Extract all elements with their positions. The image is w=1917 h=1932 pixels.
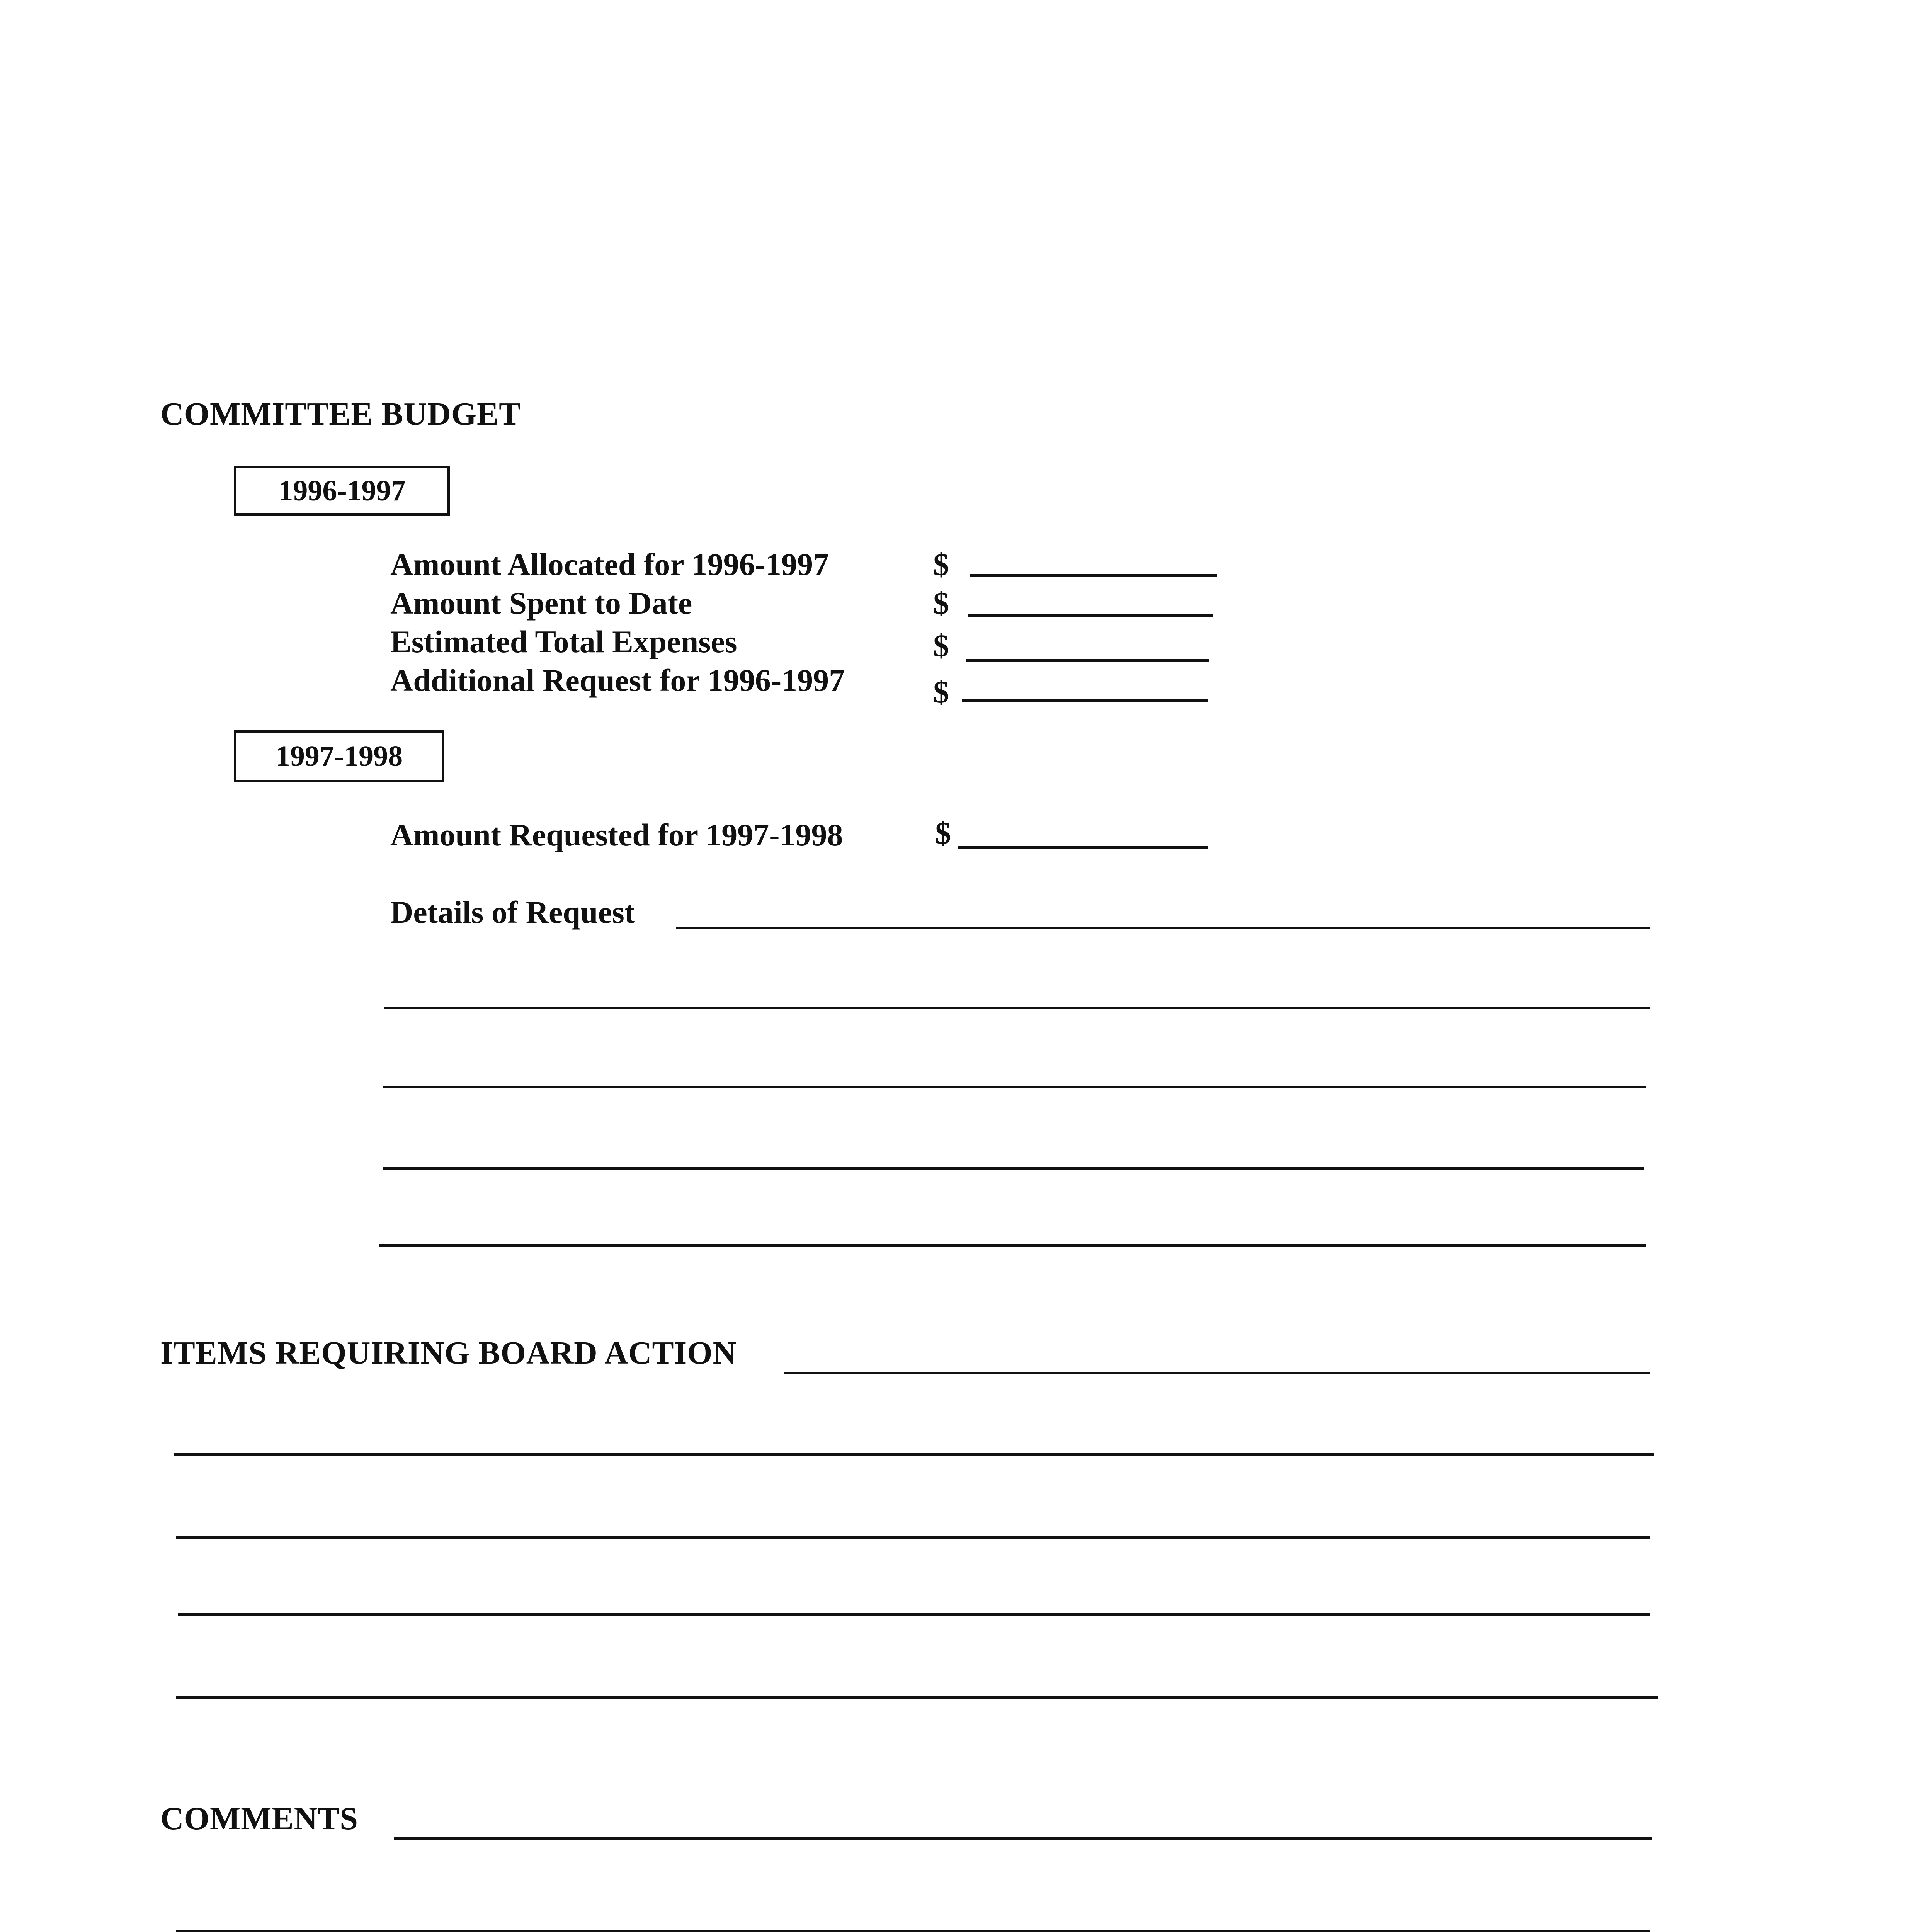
year-1997-1998-box: 1997-1998 (234, 730, 444, 782)
board-action-line-4[interactable] (178, 1613, 1650, 1616)
additional-request-label: Additional Request for 1996-1997 (390, 663, 845, 698)
amount-requested-field[interactable] (958, 846, 1208, 849)
details-line-4[interactable] (383, 1167, 1644, 1170)
details-line-1[interactable] (676, 927, 1650, 929)
additional-request-field[interactable] (962, 699, 1208, 702)
committee-budget-heading: COMMITTEE BUDGET (160, 396, 521, 432)
amount-spent-field[interactable] (968, 614, 1213, 617)
dollar-sign: $ (933, 547, 949, 582)
comments-line-2[interactable] (176, 1930, 1650, 1932)
dollar-sign: $ (935, 815, 951, 850)
dollar-sign: $ (933, 674, 949, 709)
board-action-line-1[interactable] (784, 1372, 1650, 1374)
amount-allocated-field[interactable] (970, 574, 1217, 577)
board-action-line-2[interactable] (174, 1453, 1654, 1456)
dollar-sign: $ (933, 628, 949, 663)
board-action-heading: ITEMS REQUIRING BOARD ACTION (160, 1335, 737, 1371)
estimated-expenses-label: Estimated Total Expenses (390, 624, 737, 659)
details-line-5[interactable] (379, 1244, 1646, 1247)
details-line-3[interactable] (383, 1086, 1646, 1088)
board-action-line-3[interactable] (176, 1536, 1650, 1539)
amount-requested-label: Amount Requested for 1997-1998 (390, 817, 843, 852)
details-of-request-label: Details of Request (390, 895, 635, 930)
amount-allocated-label: Amount Allocated for 1996-1997 (390, 547, 829, 582)
year-1996-1997-box: 1996-1997 (234, 466, 450, 516)
board-action-line-5[interactable] (176, 1696, 1658, 1699)
comments-line-1[interactable] (394, 1837, 1652, 1840)
comments-heading: COMMENTS (160, 1801, 358, 1837)
details-line-2[interactable] (384, 1007, 1650, 1009)
estimated-expenses-field[interactable] (966, 659, 1209, 662)
dollar-sign: $ (933, 585, 949, 621)
amount-spent-label: Amount Spent to Date (390, 585, 692, 621)
